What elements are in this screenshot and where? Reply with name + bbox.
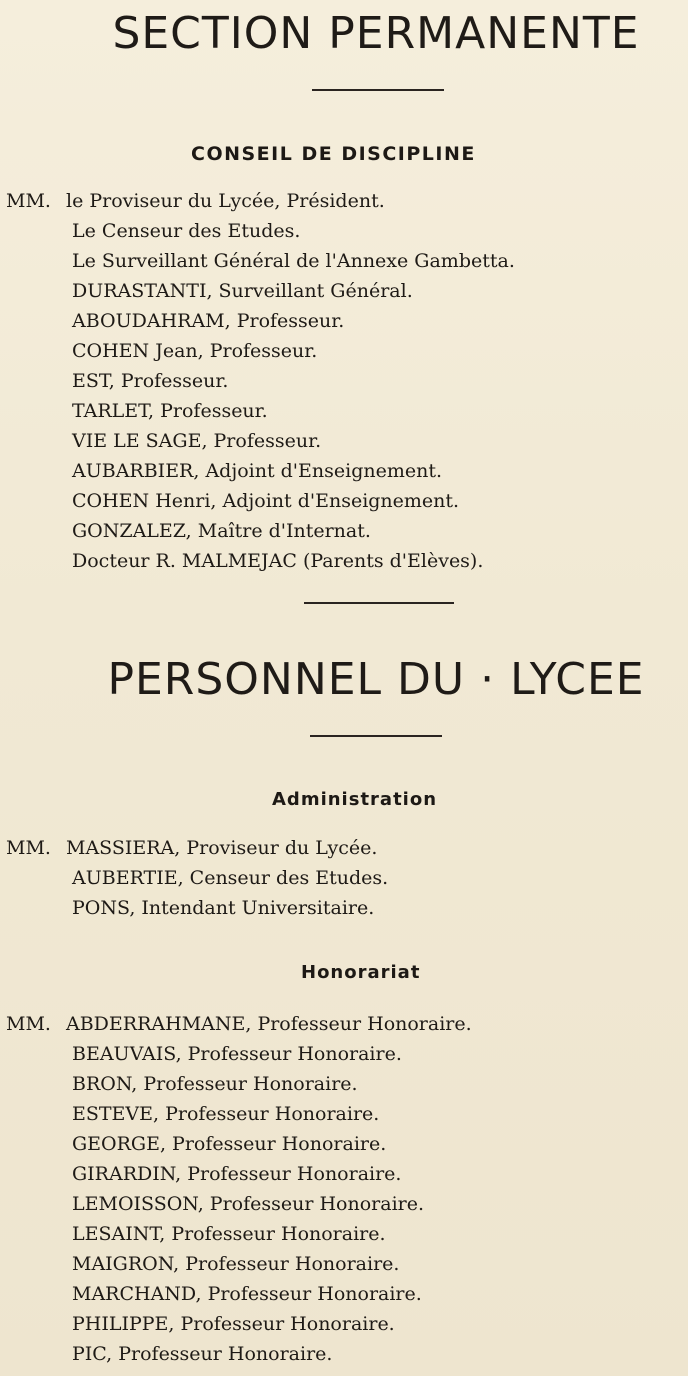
- list-item: EST, Professeur.: [72, 370, 229, 392]
- conseil-member-list: [6, 186, 515, 576]
- divider-rule: [310, 735, 442, 737]
- list-item: PONS, Intendant Universitaire.: [72, 897, 375, 919]
- list-prefix: MM.: [6, 1013, 51, 1035]
- list-item: [6, 186, 515, 216]
- list-item: BRON, Professeur Honoraire.: [72, 1073, 358, 1095]
- list-item: VIE LE SAGE, Professeur.: [72, 430, 322, 452]
- administration-heading: Administration: [272, 789, 438, 810]
- divider-rule: [304, 602, 454, 604]
- list-item: [6, 1009, 472, 1039]
- personnel-title: PERSONNEL DU · LYCEE: [107, 654, 645, 705]
- honorariat-member-list: [6, 1009, 472, 1369]
- list-item: AUBERTIE, Censeur des Etudes.: [72, 867, 389, 889]
- list-item: TARLET, Professeur.: [72, 400, 268, 422]
- list-item: PIC, Professeur Honoraire.: [72, 1343, 333, 1365]
- administration-member-list: [6, 833, 388, 923]
- list-item: COHEN Jean, Professeur.: [72, 340, 318, 362]
- member-entry: le Proviseur du Lycée, Président.: [66, 190, 385, 212]
- section-title: SECTION PERMANENTE: [112, 8, 640, 59]
- conseil-heading: CONSEIL DE DISCIPLINE: [191, 143, 476, 165]
- list-item: DURASTANTI, Surveillant Général.: [72, 280, 413, 302]
- member-entry: MASSIERA, Proviseur du Lycée.: [66, 837, 378, 859]
- list-item: MARCHAND, Professeur Honoraire.: [72, 1283, 422, 1305]
- list-item: [6, 833, 388, 863]
- list-item: PHILIPPE, Professeur Honoraire.: [72, 1313, 395, 1335]
- member-entry: ABDERRAHMANE, Professeur Honoraire.: [66, 1013, 472, 1035]
- list-item: ESTEVE, Professeur Honoraire.: [72, 1103, 380, 1125]
- list-prefix: MM.: [6, 837, 51, 859]
- list-prefix: MM.: [6, 190, 51, 212]
- list-item: LESAINT, Professeur Honoraire.: [72, 1223, 386, 1245]
- list-item: AUBARBIER, Adjoint d'Enseignement.: [72, 460, 443, 482]
- list-item: COHEN Henri, Adjoint d'Enseignement.: [72, 490, 460, 512]
- list-item: ABOUDAHRAM, Professeur.: [72, 310, 345, 332]
- divider-rule: [312, 89, 444, 91]
- list-item: Le Censeur des Etudes.: [72, 220, 301, 242]
- list-item: MAIGRON, Professeur Honoraire.: [72, 1253, 400, 1275]
- list-item: LEMOISSON, Professeur Honoraire.: [72, 1193, 425, 1215]
- list-item: Docteur R. MALMEJAC (Parents d'Elèves).: [72, 550, 484, 572]
- list-item: GEORGE, Professeur Honoraire.: [72, 1133, 387, 1155]
- list-item: GONZALEZ, Maître d'Internat.: [72, 520, 371, 542]
- list-item: BEAUVAIS, Professeur Honoraire.: [72, 1043, 402, 1065]
- honorariat-heading: Honorariat: [301, 962, 421, 983]
- list-item: GIRARDIN, Professeur Honoraire.: [72, 1163, 402, 1185]
- list-item: Le Surveillant Général de l'Annexe Gambetta.: [72, 250, 515, 272]
